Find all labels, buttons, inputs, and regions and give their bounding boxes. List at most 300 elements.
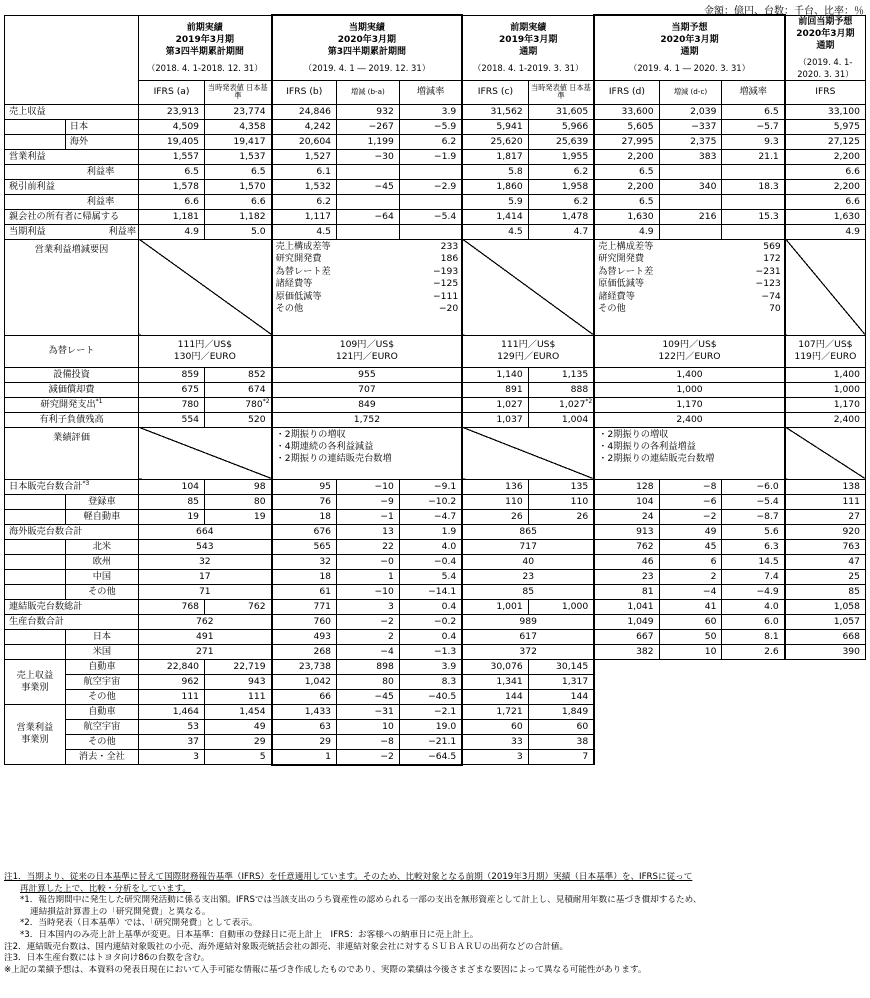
value-cell: 6.5 [139,164,205,179]
value-cell: 565 [272,539,337,554]
value-cell: −337 [659,119,722,134]
value-cell: 33 [462,734,528,749]
value-cell: 7.4 [722,569,785,584]
value-cell: −64 [337,209,400,224]
value-cell [399,224,462,239]
footnote-mark: *2 [585,397,593,405]
footnote-line: 連結損益計算書上の「研究開発費」と異なる。 [30,906,211,917]
diagonal-cell [139,427,272,479]
table-row [5,239,866,335]
value-cell: 372 [462,644,594,659]
value-cell: 707 [272,382,463,397]
value-cell: 771 [272,599,337,614]
value-cell: 33,600 [594,104,659,119]
value-cell: 6.6 [785,164,866,179]
value-cell: 1,041 [594,599,659,614]
col-header: IFRS [785,80,866,104]
header-range: （2019. 4. 1-2020. 3. 31） [797,56,854,79]
value-cell: 30,145 [528,659,594,674]
value-cell: 30,076 [462,659,528,674]
value-cell: 144 [528,689,594,704]
value-cell: 1,170 [785,397,866,412]
row-label: 軽自動車 [65,509,138,524]
footnote-line: 注1．当期より、従来の日本基準に替えて国際財務報告基準（IFRS）を任意適用しています。そのため、比較対象となる前期（2019年3月期）実績（日本基準）を、IFRSに従って [4,872,693,882]
value-cell: 95 [272,479,337,494]
value-cell: 1,317 [528,674,594,689]
value-cell: 493 [272,629,337,644]
row-label: 有利子負債残高 [39,413,104,425]
row-label: 利益率 [5,164,139,179]
table-row [5,104,866,119]
value-cell: 81 [594,584,659,599]
factor-value: −231 [755,265,781,277]
segment-label: 航空宇宙 [65,719,138,734]
value-cell: −1.9 [399,149,462,164]
value-cell: 1,001 [462,599,528,614]
factor-name: 研究開発費 [598,253,645,264]
fx-value: 122円／EURO [658,351,721,362]
value-cell [337,194,400,209]
value-cell: 5.9 [462,194,528,209]
segment-group-op [5,704,66,765]
evaluation-item: ・4期振りの各利益増益 [598,440,696,452]
table-row [5,524,866,539]
table-row [5,194,866,209]
fx-value: 111円／US$ [501,339,556,350]
value-cell: 382 [594,644,659,659]
value-cell: 14.5 [722,554,785,569]
value-cell: 2,375 [659,134,722,149]
value-cell: 80 [337,674,400,689]
value-cell: 0.4 [399,599,462,614]
factor-name: 為替レート差 [275,265,331,277]
value-cell: 18 [272,569,337,584]
value-cell: 3 [139,749,205,765]
value-cell: 18.3 [722,179,785,194]
value-cell: 1,058 [785,599,866,614]
factor-value: 70 [769,303,781,314]
value-cell: 1,532 [272,179,337,194]
segment-group-label: 営業利益 [16,722,54,734]
value-cell: 26 [462,509,528,524]
header-curr_fc [594,15,785,80]
table-row [5,629,866,644]
value-cell: −40.5 [399,689,462,704]
value-cell: −4.9 [722,584,785,599]
segment-label: 自動車 [65,659,138,674]
value-cell: −4 [337,644,400,659]
value-cell: 15.3 [722,209,785,224]
value-cell: 29 [205,734,272,749]
indent-cell [5,539,66,554]
value-cell: −9.1 [399,479,462,494]
value-cell: −0.4 [399,554,462,569]
value-cell: 1,752 [272,412,463,427]
value-cell: 4.0 [399,539,462,554]
value-cell: −21.1 [399,734,462,749]
value-cell: 5 [205,749,272,765]
value-cell: 111 [785,494,866,509]
value-cell: 1,630 [785,209,866,224]
value-cell: 110 [462,494,528,509]
table-row [5,539,866,554]
table-row [5,509,866,524]
value-cell: −5.7 [722,119,785,134]
value-cell: 2,200 [785,179,866,194]
value-cell: 22,719 [205,659,272,674]
value-cell: 2,200 [594,179,659,194]
value-cell: −10 [337,479,400,494]
row-label: 減価償却費 [48,383,95,395]
fx-value: 129円／EURO [497,351,560,362]
value-cell: 4.7 [528,224,594,239]
value-cell: 1,400 [594,367,785,382]
factor-value: −125 [432,278,459,289]
value-cell: −1.3 [399,644,462,659]
footnote-mark: *2 [262,397,270,405]
value-cell: 23,913 [139,104,205,119]
value-cell: 23 [594,569,659,584]
value-cell: 61 [272,584,337,599]
value-cell: 6 [659,554,722,569]
value-cell: −5.9 [399,119,462,134]
value-cell: −5.4 [399,209,462,224]
header-range: （2019. 4. 1 ― 2020. 3. 31） [628,62,750,73]
fx-value: 109円／US$ [339,339,395,350]
row-label: 北米 [65,539,138,554]
value-cell: 22 [337,539,400,554]
value-cell: 5,605 [594,119,659,134]
value-cell: 491 [139,629,272,644]
fx-c [462,335,594,367]
factor-value: −193 [432,265,459,277]
value-cell: 1,341 [462,674,528,689]
value-cell: 85 [462,584,594,599]
value-cell: −2 [337,614,400,629]
value-cell: 4.9 [785,224,866,239]
diagonal-cell [785,427,866,479]
value-cell: 19.0 [399,719,462,734]
value-cell: 1,199 [337,134,400,149]
value-cell: 1,004 [528,412,594,427]
value-cell: 31,605 [528,104,594,119]
col-header: 増減 (b-a) [337,80,400,104]
value-cell: 762 [205,599,272,614]
row-label: 当期利益 [9,225,46,237]
value-cell: 1,527 [272,149,337,164]
value-cell [399,164,462,179]
value-cell: 85 [139,494,205,509]
col-header: 増減率 [399,80,462,104]
segment-group-label: 売上収益 [16,669,54,681]
value-cell: 1,414 [462,209,528,224]
value-cell: −9 [337,494,400,509]
table-row [5,164,866,179]
value-cell: 98 [205,479,272,494]
value-cell: −2.1 [399,704,462,719]
value-cell: 962 [139,674,205,689]
indent-cell [5,644,66,659]
value-cell: 1,135 [528,367,594,382]
value-cell: 1,037 [462,412,528,427]
value-cell: 340 [659,179,722,194]
value-cell: 920 [785,524,866,539]
value-cell: 27 [785,509,866,524]
value-cell: 1,400 [785,367,866,382]
value-cell: −8 [337,734,400,749]
table-row [5,599,866,614]
col-header: IFRS (b) [272,80,337,104]
row-label: 利益率 [108,225,137,237]
value-cell: −8 [659,479,722,494]
value-cell: 66 [272,689,337,704]
value-cell: 10 [337,719,400,734]
value-cell: 6.3 [722,539,785,554]
value-cell: 1,049 [594,614,659,629]
header-curr_q3 [272,15,463,80]
value-cell: −5.4 [722,494,785,509]
value-cell: 674 [205,382,272,397]
value-cell: 85 [785,584,866,599]
factor-value: 172 [763,253,781,264]
row-label: 海外 [65,134,138,149]
factor-name: その他 [275,303,304,314]
value-cell: 19,405 [139,134,205,149]
value-cell: 955 [272,367,463,382]
header-period: 第3四半期累計期間 [165,46,244,57]
value-cell: 888 [528,382,594,397]
factor-value: 569 [763,240,781,252]
value-cell: 216 [659,209,722,224]
footnote-line: 再計算した上で、比較・分析をしています。 [20,883,192,894]
value-cell: 4.5 [272,224,337,239]
value-cell: 3 [462,749,528,765]
indent-cell [5,569,66,584]
header-title: 当期予想 [671,22,708,33]
value-cell: 5,966 [528,119,594,134]
factor-value: −111 [432,290,459,302]
indent-cell [5,629,66,644]
value-cell: 136 [462,479,528,494]
col-header: IFRS (d) [594,80,659,104]
col-header: 増減率 [722,80,785,104]
footnote-mark: *3 [82,479,90,487]
value-cell: 383 [659,149,722,164]
fx-d [594,335,785,367]
value-cell: 2,400 [785,412,866,427]
value-cell: 1.9 [399,524,462,539]
value-cell: 6.0 [722,614,785,629]
value-cell: 49 [659,524,722,539]
value-cell: 271 [139,644,272,659]
header-title: 前期実績 [510,22,547,33]
value-cell: −6 [659,494,722,509]
row-label: 利益率 [5,194,139,209]
value-cell: 22,840 [139,659,205,674]
factor-name: 諸経費等 [598,290,635,302]
value-cell: 5.0 [205,224,272,239]
value-cell: 9.3 [722,134,785,149]
value-cell [399,194,462,209]
value-cell: 6.5 [722,104,785,119]
value-cell: 989 [462,614,594,629]
value-cell: 1,454 [205,704,272,719]
table-row [5,224,866,239]
value-cell: −0 [337,554,400,569]
value-cell: 1,170 [594,397,785,412]
value-cell: 25 [785,569,866,584]
value-cell: −2 [337,749,400,765]
value-cell: 4,358 [205,119,272,134]
value-cell: 3 [337,599,400,614]
header-prev_q3 [139,15,272,80]
value-cell [722,224,785,239]
evaluation-forecast [594,427,785,479]
value-cell [659,224,722,239]
value-cell: 5.8 [462,164,528,179]
value-cell: 4.9 [594,224,659,239]
value-cell: 1,570 [205,179,272,194]
table-row [5,584,866,599]
factor-value: −123 [755,278,781,289]
row-label: 日本 [65,119,138,134]
value-cell: 60 [528,719,594,734]
row-label: 業績評価 [5,427,139,479]
evaluation-current [272,427,463,479]
segment-label: その他 [65,734,138,749]
value-cell: 1,849 [528,704,594,719]
row-label: 日本 [65,629,138,644]
diagonal-cell [785,239,866,335]
value-cell: 0.4 [399,629,462,644]
table-row [5,134,866,149]
factor-name: その他 [598,303,626,314]
indent-cell [5,509,66,524]
value-cell: 4,242 [272,119,337,134]
value-cell: 1,557 [139,149,205,164]
value-cell: 6.6 [205,194,272,209]
factor-value: −20 [438,303,459,314]
indent-cell [5,494,66,509]
value-cell: 6.1 [272,164,337,179]
value-cell: 8.1 [722,629,785,644]
value-cell: 1,042 [272,674,337,689]
table-row [5,614,866,629]
factors-forecast [594,239,785,335]
fx-value: 111円／US$ [177,339,232,350]
footnotes [4,872,866,976]
value-cell: −45 [337,689,400,704]
value-cell: 1,182 [205,209,272,224]
value-cell: 144 [462,689,528,704]
value-cell: 3.9 [399,659,462,674]
value-cell: 37 [139,734,205,749]
segment-label: 自動車 [65,704,138,719]
value-cell: 1,817 [462,149,528,164]
row-label: 米国 [65,644,138,659]
value-cell: 760 [272,614,337,629]
value-cell: 1,860 [462,179,528,194]
header-year: 2020年3月期 [337,34,397,45]
value-cell: −0.2 [399,614,462,629]
blank-cell [594,659,865,765]
row-label [5,412,139,427]
table-row [5,397,866,412]
value-cell: 111 [139,689,205,704]
value-cell: 40 [462,554,594,569]
value-cell: 8.3 [399,674,462,689]
value-cell: 913 [594,524,659,539]
factor-name: 諸経費等 [275,278,313,289]
value-cell: 19 [139,509,205,524]
value-cell: 932 [337,104,400,119]
value-cell: 1,027$^{*2}$ [528,397,594,412]
factor-name: 原価低減等 [275,290,322,302]
value-cell: 852 [205,367,272,382]
evaluation-item: ・4期連続の各利益減益 [275,440,374,452]
table-row [5,569,866,584]
header-year: 2019年3月期 [175,34,234,45]
value-cell: 2 [659,569,722,584]
factor-value: 233 [440,240,459,252]
corner-cell [5,15,139,104]
header-range: （2019. 4. 1 ― 2019. 12. 31） [303,62,431,73]
value-cell: 53 [139,719,205,734]
table-row [5,382,866,397]
value-cell: 23 [462,569,594,584]
value-cell: 47 [785,554,866,569]
value-cell: 60 [659,614,722,629]
value-cell: 24 [594,509,659,524]
row-label: 日本販売台数合計$^{*3}$ [5,479,139,494]
results-table [4,14,866,766]
value-cell: 111 [205,689,272,704]
value-cell: 543 [139,539,272,554]
value-cell: 5,941 [462,119,528,134]
value-cell [337,164,400,179]
fx-value: 130円／EURO [173,351,236,362]
value-cell: 780 [139,397,205,412]
row-label: 中国 [65,569,138,584]
segment-group-label: 事業別 [21,734,49,746]
header-prev_fy [462,15,594,80]
value-cell: 7 [528,749,594,765]
header-period: 通期 [680,46,699,57]
row-label: 親会社の所有者に帰属する [5,209,139,224]
factor-name: 為替レート差 [598,265,654,277]
value-cell: 5.4 [399,569,462,584]
value-cell: 762 [594,539,659,554]
value-cell: 675 [139,382,205,397]
factors-label: 営業利益増減要因 [5,239,139,335]
value-cell: 1,578 [139,179,205,194]
value-cell: 668 [785,629,866,644]
fx-b [272,335,463,367]
row-label [5,367,139,382]
value-cell: 849 [272,397,463,412]
fx-value: 109円／US$ [662,339,717,350]
value-cell: 2,200 [785,149,866,164]
value-cell: 104 [594,494,659,509]
value-cell: 19 [205,509,272,524]
factor-name: 売上構成差等 [275,240,331,252]
table-row [5,15,866,80]
value-cell: −64.5 [399,749,462,765]
value-cell: 46 [594,554,659,569]
value-cell: 27,995 [594,134,659,149]
value-cell: 128 [594,479,659,494]
value-cell: 1,000 [594,382,785,397]
